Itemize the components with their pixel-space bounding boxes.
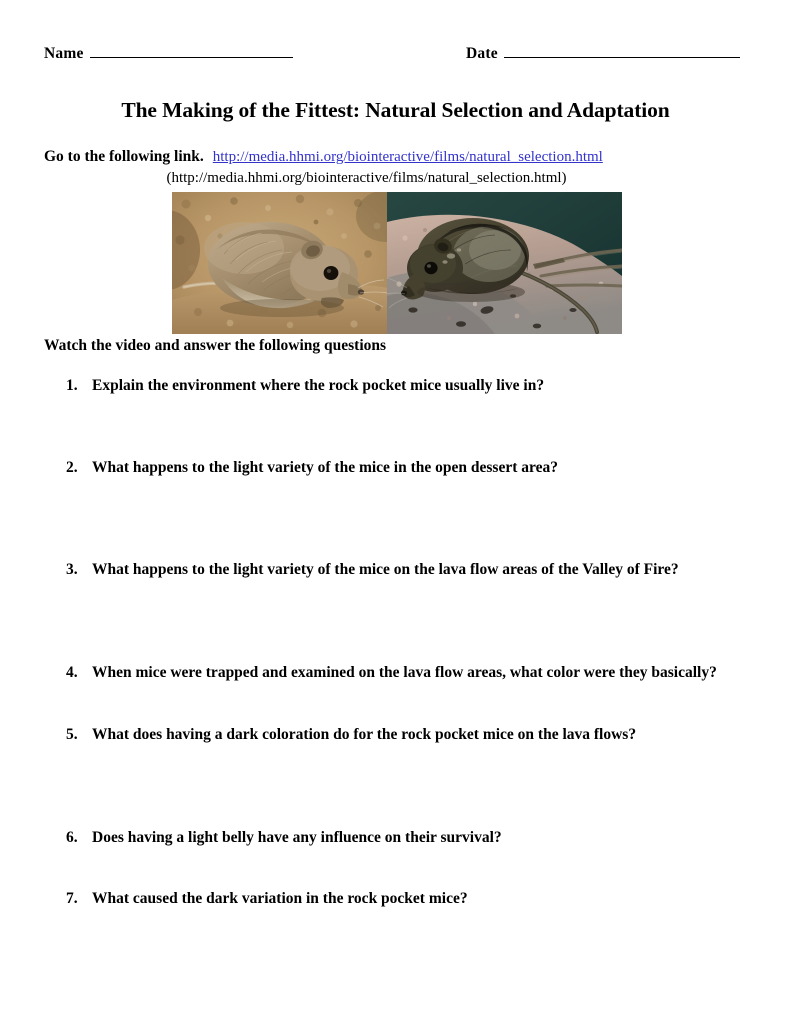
mice-figure <box>172 192 622 334</box>
question-3-text: What happens to the light variety of the mice on the lava flow areas of the Valley of Fire? <box>92 561 679 578</box>
link-lead-text: Go to the following link. <box>44 148 204 165</box>
url-plain-text: (http://media.hhmi.org/biointeractive/films/natural_selection.html) <box>166 170 567 186</box>
question-5-text: What does having a dark coloration do for the rock pocket mice on the lava flows? <box>92 726 637 743</box>
question-6-number: 6. <box>66 829 78 846</box>
question-5 <box>66 726 636 744</box>
name-field[interactable] <box>44 45 293 63</box>
question-1-text: Explain the environment where the rock pocket mice usually live in? <box>92 377 545 394</box>
question-4-number: 4. <box>66 664 78 681</box>
question-1-number: 1. <box>66 377 78 394</box>
question-2-number: 2. <box>66 459 78 476</box>
question-2 <box>66 459 558 477</box>
light-rock-pocket-mouse-photo <box>172 192 387 334</box>
date-label: Date <box>466 45 498 62</box>
name-blank-rule[interactable] <box>90 46 293 58</box>
question-7 <box>66 890 468 908</box>
question-7-text: What caused the dark variation in the rock pocket mice? <box>92 890 468 907</box>
question-3 <box>66 561 679 579</box>
question-7-number: 7. <box>66 890 78 907</box>
question-4-text: When mice were trapped and examined on the lava flow areas, what color were they basically? <box>92 664 717 681</box>
page-title: The Making of the Fittest: Natural Selection and Adaptation <box>121 98 670 122</box>
question-3-number: 3. <box>66 561 78 578</box>
date-field[interactable] <box>466 45 740 63</box>
question-4 <box>66 664 717 682</box>
name-label: Name <box>44 45 84 62</box>
question-2-text: What happens to the light variety of the mice in the open dessert area? <box>92 459 558 476</box>
dark-rock-pocket-mouse-photo <box>387 192 622 334</box>
question-6-text: Does having a light belly have any influence on their survival? <box>92 829 502 846</box>
name-date-header <box>44 45 720 69</box>
date-blank-rule[interactable] <box>504 46 740 58</box>
natural-selection-url-link[interactable]: http://media.hhmi.org/biointeractive/films/natural_selection.html <box>212 149 603 165</box>
question-1 <box>66 377 544 395</box>
watch-video-instruction: Watch the video and answer the following questions <box>44 337 387 354</box>
link-instruction-line <box>44 148 603 166</box>
question-5-number: 5. <box>66 726 78 743</box>
question-6 <box>66 829 502 847</box>
